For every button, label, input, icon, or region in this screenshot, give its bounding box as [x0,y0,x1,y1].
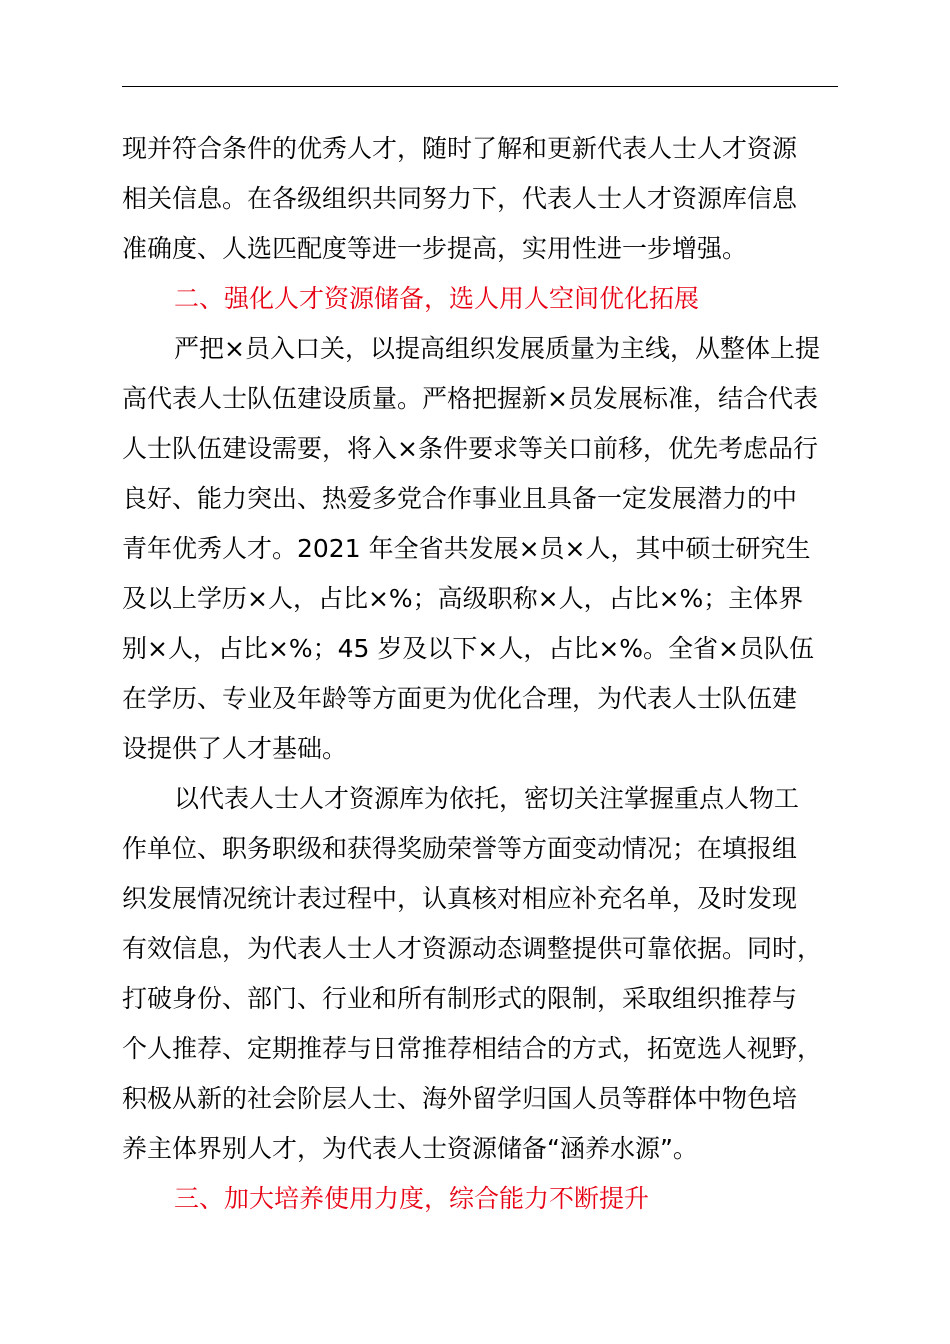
body-line: 作单位、职务职级和获得奖励荣誉等方面变动情况；在填报组 [122,834,798,863]
body-line: 个人推荐、定期推荐与日常推荐相结合的方式，拓宽选人视野， [122,1034,823,1063]
body-line: 设提供了人才基础。 [122,734,348,763]
body-line: 积极从新的社会阶层人士、海外留学归国人员等群体中物色培 [122,1084,798,1113]
body-line: 别×人，占比×%；45 岁及以下×人，占比×%。全省×员队伍 [122,634,815,663]
section-heading-2: 二、强化人才资源储备，选人用人空间优化拓展 [174,284,700,313]
body-line: 良好、能力突出、热爱多党合作事业且具备一定发展潜力的中 [122,484,798,513]
body-line: 人士队伍建设需要，将入×条件要求等关口前移，优先考虑品行 [122,434,818,463]
body-line: 现并符合条件的优秀人才，随时了解和更新代表人士人才资源 [122,134,798,163]
header-rule [122,86,838,87]
document-body [122,124,838,1224]
body-line: 织发展情况统计表过程中，认真核对相应补充名单，及时发现 [122,884,798,913]
body-line: 高代表人士队伍建设质量。严格把握新×员发展标准，结合代表 [122,384,818,413]
body-line: 在学历、专业及年龄等方面更为优化合理，为代表人士队伍建 [122,684,798,713]
body-line: 有效信息，为代表人士人才资源动态调整提供可靠依据。同时， [122,934,823,963]
body-line: 及以上学历×人，占比×%；高级职称×人，占比×%；主体界 [122,584,804,613]
body-line: 严把×员入口关，以提高组织发展质量为主线，从整体上提 [174,334,820,363]
section-heading-3: 三、加大培养使用力度，综合能力不断提升 [174,1184,650,1213]
body-line: 青年优秀人才。2021 年全省共发展×员×人，其中硕士研究生 [122,534,811,563]
body-line: 养主体界别人才，为代表人士资源储备“涵养水源”。 [122,1134,698,1163]
body-line: 相关信息。在各级组织共同努力下，代表人士人才资源库信息 [122,184,798,213]
body-line: 准确度、人选匹配度等进一步提高，实用性进一步增强。 [122,234,748,263]
body-line: 以代表人士人才资源库为依托，密切关注掌握重点人物工 [174,784,800,813]
body-line: 打破身份、部门、行业和所有制形式的限制，采取组织推荐与 [122,984,798,1013]
